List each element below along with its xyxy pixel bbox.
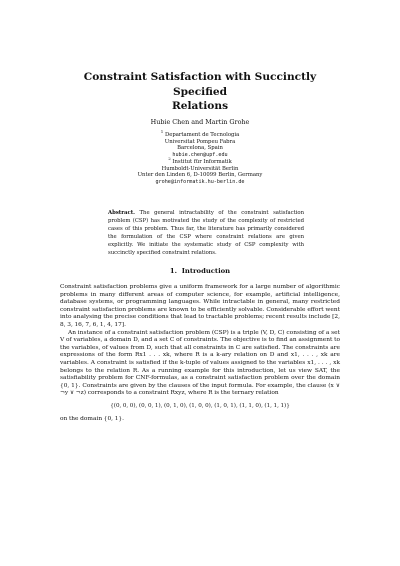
affiliation-1-line-1: Departament de Tecnologia xyxy=(164,132,240,138)
affiliation-1-mark: 1 xyxy=(160,129,164,135)
paragraph-2: An instance of a constraint satisfaction problem (CSP) is a triple (V, D, C) consisting of a set V of variables, a domain D, and a set C of constraints. The objective is to find an assignment to the variables, of values from D, such that all constraints in C are satisfied. The constraints are expressions of the form Rx1 . . . xk, where R is a k-ary relation on D and x1, . . . , xk are variables. A constraint is satisfied if the k-tuple of values assigned to the variables x1, . . . , xk belongs to the relation R. As a running example for this introduction, let us view SAT, the satisfiability problem for CNF-formulas, as a constraint satisfaction problem over the domain {0, 1}. Constraints are given by the clauses of the input formula. For example, the clause (x ∨ ¬y ∨ ¬z) corresponds to a constraint Rxyz, where R is the ternary relation xyxy=(60,329,340,397)
abstract xyxy=(108,210,304,257)
affiliation-1-name xyxy=(60,129,340,139)
affiliation-2-mark: 2 xyxy=(168,156,171,162)
author-names: Hubie Chen and Martin Grohe xyxy=(150,118,250,126)
title-line-2: Relations xyxy=(171,100,229,112)
section-number: 1 xyxy=(169,267,175,275)
section-title: Introduction xyxy=(181,267,231,275)
closing-line: on the domain {0, 1}. xyxy=(60,415,124,422)
affiliation-2-line-3: Unter den Linden 6, D-10099 Berlin, Germany xyxy=(137,172,263,179)
abstract-text: The general intractability of the constraint satisfaction problem (CSP) has motivated the study of the complexity of restricted cases of this problem. Thus far, the literature has primarily considered the formulation of the CSP where constraint relations are given explicitly. We initiate the systematic study of CSP complexity with succinctly specified constraint relations. xyxy=(108,210,305,256)
affiliation-2-line-2: Humboldt-Universität Berlin xyxy=(161,165,239,172)
body-text xyxy=(60,284,340,423)
section-heading: 1. Introduction xyxy=(169,267,231,275)
title-line-1: Constraint Satisfaction with Succinctly Specified xyxy=(83,71,317,98)
affiliation-2-name xyxy=(60,156,340,166)
abstract-label: Abstract. xyxy=(108,210,135,216)
affiliation-2-email: grohe@informatik.hu-berlin.de xyxy=(155,178,245,185)
affiliation-1-line-2: Universitat Pompeu Fabra xyxy=(164,138,236,145)
affiliation-2-line-1: Institut für Informatik xyxy=(172,158,232,165)
affiliations xyxy=(60,129,340,186)
affiliation-1-line-3: Barcelona, Spain xyxy=(177,145,223,152)
paragraph-1: Constraint satisfaction problems give a uniform framework for a large number of algorithmic problems in many different areas of computer science, for example, artificial intelligence, database systems, or programming languages. While intractable in general, many restricted constraint satisfaction problems are known to be efficiently solvable. Considerable effort went into analysing the precise conditions that lead to tractable problems; recent results include [2, 8, 3, 16, 7, 6, 1, 4, 17]. xyxy=(60,284,340,328)
affiliation-1-email: hubie.chen@upf.edu xyxy=(172,152,228,159)
relation-formula: {(0, 0, 0), (0, 0, 1), (0, 1, 0), (1, 0, 0), (1, 0, 1), (1, 1, 0), (1, 1, 1)} xyxy=(110,402,290,409)
paper-title xyxy=(60,70,340,114)
